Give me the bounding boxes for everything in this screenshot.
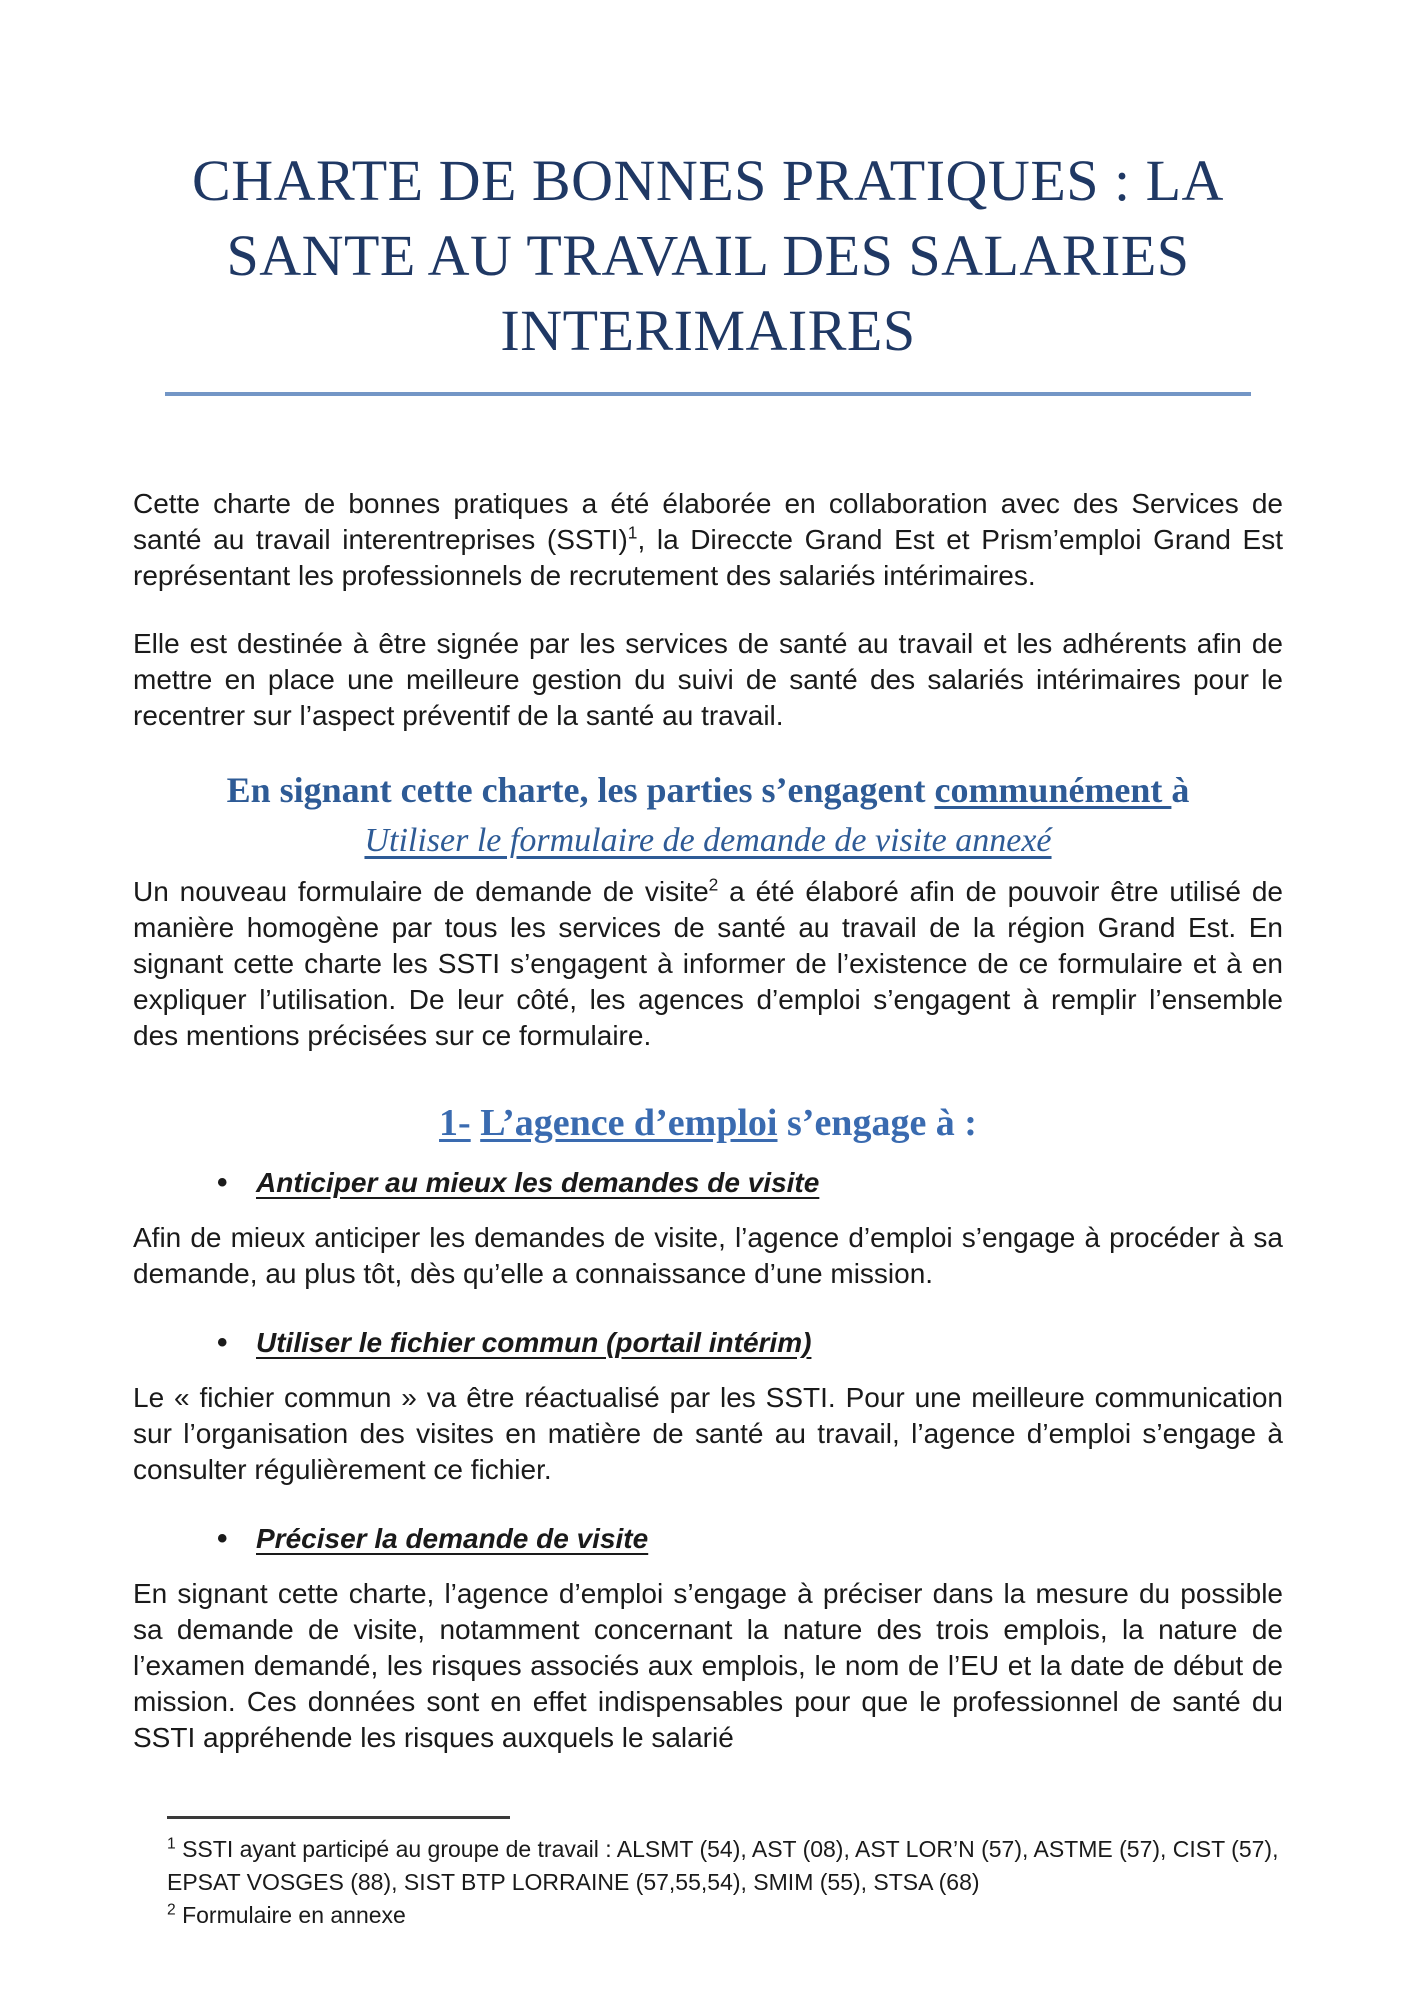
intro-paragraph-1-text: Cette charte de bonnes pratiques a été élaborée en collaboration avec des Services de santé au travail interentreprises (SSTI) <box>133 488 1283 555</box>
footnote-1-marker: 1 <box>167 1835 176 1853</box>
title-underline-rule <box>165 392 1251 396</box>
list-item-common-file <box>133 1324 1283 1362</box>
intro-paragraph-1-text-cont: , la Direccte Grand Est et Prism’emploi Grand Est représentant les professionnels de recrutement des salariés intérimaires. <box>133 524 1284 591</box>
intro-paragraph-2: Elle est destinée à être signée par les services de santé au travail et les adhérents afin de mettre en place une meilleure gestion du suivi de santé des salariés intérimaires pour le recentrer sur l’aspect préventif de la santé au travail. <box>133 628 1283 731</box>
agency-section-heading-end: s’engage à : <box>777 1102 977 1144</box>
footnote-area <box>167 1816 1283 1932</box>
list-item-specify-visit-request-label: Préciser la demande de visite <box>256 1523 649 1554</box>
agency-section-heading <box>133 1098 1283 1148</box>
common-commitment-paragraph <box>133 874 1283 1054</box>
document-title-line-1: CHARTE DE BONNES PRATIQUES : LA <box>192 148 1224 213</box>
agency-commitments-list <box>133 1164 1283 1202</box>
common-commitment-heading <box>133 766 1283 814</box>
document-title-line-3: INTERIMAIRES <box>500 298 916 363</box>
common-commitment-heading-text: En signant cette charte, les parties s’engagent <box>226 770 935 810</box>
agency-commitments-list-3 <box>133 1520 1283 1558</box>
list-item-specify-visit-request <box>133 1520 1283 1558</box>
footnote-2-text: Formulaire en annexe <box>175 1902 406 1928</box>
intro-paragraph-1 <box>133 486 1283 594</box>
list-item-common-file-label: Utiliser le fichier commun (portail intérim) <box>256 1327 812 1358</box>
footnote-separator-rule <box>167 1816 510 1819</box>
document-title <box>133 143 1283 368</box>
common-commitment-subheading-text: Utiliser le formulaire de demande de visite annexé <box>364 822 1052 859</box>
agency-section-number: 1- <box>439 1102 471 1144</box>
footnote-2-marker: 2 <box>167 1901 176 1919</box>
common-commitment-paragraph-text: Un nouveau formulaire de demande de visite <box>133 876 709 907</box>
footnote-1-text: SSTI ayant participé au groupe de travail : ALSMT (54), AST (08), AST LOR’N (57), ASTME (57), CIST (57), EPSAT VOSGES (88), SIST BTP LORRAINE (57,55,54), SMIM (55), STSA (68) <box>167 1836 1279 1895</box>
list-item-anticipate-visits <box>133 1164 1283 1202</box>
anticipate-visits-paragraph: Afin de mieux anticiper les demandes de visite, l’agence d’emploi s’engage à procéder à sa demande, au plus tôt, dès qu’elle a connaissance d’une mission. <box>133 1222 1283 1289</box>
footnote-2 <box>167 1899 1283 1932</box>
footnote-1 <box>167 1833 1283 1899</box>
specify-visit-request-paragraph: En signant cette charte, l’agence d’emploi s’engage à préciser dans la mesure du possible sa demande de visite, notamment concernant la nature des trois emplois, la nature de l’examen demandé, les risques associés aux emplois, le nom de l’EU et la date de début de mission. Ces données sont en effet indispensables pour que le professionnel de santé du SSTI appréhende les risques auxquels le salarié <box>133 1578 1283 1753</box>
document-title-line-2: SANTE AU TRAVAIL DES SALARIES <box>226 223 1190 288</box>
common-commitment-subheading <box>133 818 1283 864</box>
footnote-reference-1: 1 <box>627 522 638 543</box>
agency-commitments-list-2 <box>133 1324 1283 1362</box>
common-commitment-heading-end: à <box>1171 770 1190 810</box>
list-item-anticipate-visits-label: Anticiper au mieux les demandes de visite <box>256 1167 820 1198</box>
common-commitment-heading-underlined: communément <box>934 770 1172 810</box>
common-file-paragraph: Le « fichier commun » va être réactualisé par les SSTI. Pour une meilleure communication sur l’organisation des visites en matière de santé au travail, l’agence d’emploi s’engage à consulter régulièrement ce fichier. <box>133 1382 1283 1485</box>
common-commitment-paragraph-text-cont: a été élaboré afin de pouvoir être utilisé de manière homogène par tous les services de santé au travail de la région Grand Est. En signant cette charte les SSTI s’engagent à informer de l’existence de ce formulaire et à en expliquer l’utilisation. De leur côté, les agences d’emploi s’engagent à remplir l’ensemble des mentions précisées sur ce formulaire. <box>133 876 1283 1051</box>
footnote-reference-2: 2 <box>708 874 719 895</box>
agency-section-heading-underlined: L’agence d’emploi <box>480 1102 778 1144</box>
